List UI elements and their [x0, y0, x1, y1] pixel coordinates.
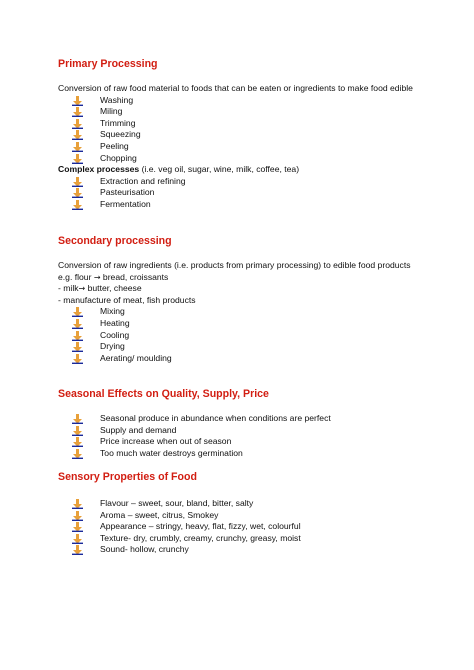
arrow-down-bullet-icon: [72, 449, 83, 459]
list-item: [72, 330, 428, 342]
list-item-text: Texture- dry, crumbly, creamy, crunchy, greasy, moist: [100, 532, 301, 543]
list-item-text: Price increase when out of season: [100, 436, 232, 447]
arrow-down-bullet-icon: [72, 354, 83, 364]
list-item: [72, 510, 428, 522]
arrow-down-bullet-icon: [72, 522, 83, 532]
example-milk-prefix: - milk: [58, 283, 79, 294]
list-item: [72, 341, 428, 353]
list-item-text: Washing: [100, 94, 134, 105]
list-item-text: Pasteurisation: [100, 187, 155, 198]
arrow-down-bullet-icon: [72, 142, 83, 152]
list-item-text: Aerating/ moulding: [100, 352, 172, 363]
list-item-text: Mixing: [100, 306, 125, 317]
arrow-down-bullet-icon: [72, 307, 83, 317]
list-item-text: Drying: [100, 341, 125, 352]
arrow-down-bullet-icon: [72, 414, 83, 424]
manufacture-line: - manufacture of meat, fish products: [58, 294, 196, 305]
list-item: [72, 413, 428, 425]
arrow-down-bullet-icon: [72, 545, 83, 555]
list-item: [72, 129, 428, 141]
list-item: [72, 436, 428, 448]
list-item: [72, 533, 428, 545]
section-secondary-processing: [58, 235, 428, 364]
secondary-list: [58, 306, 428, 364]
arrow-down-bullet-icon: [72, 331, 83, 341]
list-item: [72, 141, 428, 153]
list-item-text: Appearance – stringy, heavy, flat, fizzy, wet, colourful: [100, 521, 301, 532]
seasonal-list: [58, 413, 428, 459]
arrow-down-bullet-icon: [72, 319, 83, 329]
arrow-down-bullet-icon: [72, 437, 83, 447]
list-item-text: Squeezing: [100, 129, 141, 140]
list-item: [72, 199, 428, 211]
list-item: [72, 498, 428, 510]
complex-processes-label: Complex processes: [58, 164, 140, 175]
list-item: [72, 448, 428, 460]
primary-list: [58, 95, 428, 165]
section-seasonal-effects: [58, 388, 428, 459]
secondary-description: Conversion of raw ingredients (i.e. products from primary processing) to edible food products: [58, 260, 411, 270]
list-item-text: Fermentation: [100, 198, 151, 209]
arrow-right-icon: →: [93, 272, 101, 282]
arrow-down-bullet-icon: [72, 188, 83, 198]
arrow-down-bullet-icon: [72, 426, 83, 436]
example-flour-result: bread, croissants: [100, 271, 169, 282]
list-item-text: Flavour – sweet, sour, bland, bitter, salty: [100, 498, 254, 508]
example-flour-prefix: e.g. flour: [58, 271, 94, 282]
list-item-text: Extraction and refining: [100, 175, 186, 186]
arrow-down-bullet-icon: [72, 107, 83, 117]
arrow-down-bullet-icon: [72, 499, 83, 509]
list-item: [72, 521, 428, 533]
sensory-list: [58, 498, 428, 556]
list-item: [72, 187, 428, 199]
arrow-down-bullet-icon: [72, 511, 83, 521]
list-item: [72, 153, 428, 165]
list-item-text: Sound- hollow, crunchy: [100, 544, 189, 555]
list-item: [72, 353, 428, 365]
complex-processes-line: [58, 164, 428, 176]
list-item-text: Cooling: [100, 329, 130, 340]
list-item-text: Peeling: [100, 140, 129, 151]
list-item: [72, 318, 428, 330]
list-item: [72, 544, 428, 556]
list-item-text: Trimming: [100, 117, 136, 128]
arrow-down-bullet-icon: [72, 154, 83, 164]
list-item: [72, 106, 428, 118]
arrow-down-bullet-icon: [72, 96, 83, 106]
arrow-down-bullet-icon: [72, 177, 83, 187]
list-item-text: Miling: [100, 106, 123, 117]
arrow-down-bullet-icon: [72, 119, 83, 129]
example-milk-result: butter, cheese: [85, 283, 142, 294]
list-item-text: Supply and demand: [100, 424, 177, 435]
list-item: [72, 118, 428, 130]
list-item-text: Seasonal produce in abundance when conditions are perfect: [100, 413, 331, 423]
list-item-text: Aroma – sweet, citrus, Smokey: [100, 509, 219, 520]
arrow-down-bullet-icon: [72, 200, 83, 210]
heading-secondary-processing: Secondary processing: [58, 235, 172, 247]
list-item-text: Heating: [100, 317, 130, 328]
arrow-right-icon: →: [78, 284, 86, 294]
list-item-text: Chopping: [100, 152, 137, 163]
complex-processes-examples: (i.e. veg oil, sugar, wine, milk, coffee, tea): [139, 164, 300, 175]
list-item: [72, 176, 428, 188]
arrow-down-bullet-icon: [72, 130, 83, 140]
primary-description: Conversion of raw food material to foods that can be eaten or ingredients to make food edible: [58, 83, 413, 93]
list-item: [72, 306, 428, 318]
section-primary-processing: [58, 58, 428, 211]
heading-primary-processing: Primary Processing: [58, 58, 158, 70]
arrow-down-bullet-icon: [72, 534, 83, 544]
heading-sensory-properties: Sensory Properties of Food: [58, 471, 197, 483]
arrow-down-bullet-icon: [72, 342, 83, 352]
section-sensory-properties: [58, 471, 428, 556]
complex-list: [58, 176, 428, 211]
example-flour-line: [58, 272, 428, 284]
example-milk-line: [58, 283, 428, 295]
list-item: [72, 425, 428, 437]
list-item-text: Too much water destroys germination: [100, 447, 243, 458]
heading-seasonal-effects: Seasonal Effects on Quality, Supply, Price: [58, 388, 269, 400]
list-item: [72, 95, 428, 107]
